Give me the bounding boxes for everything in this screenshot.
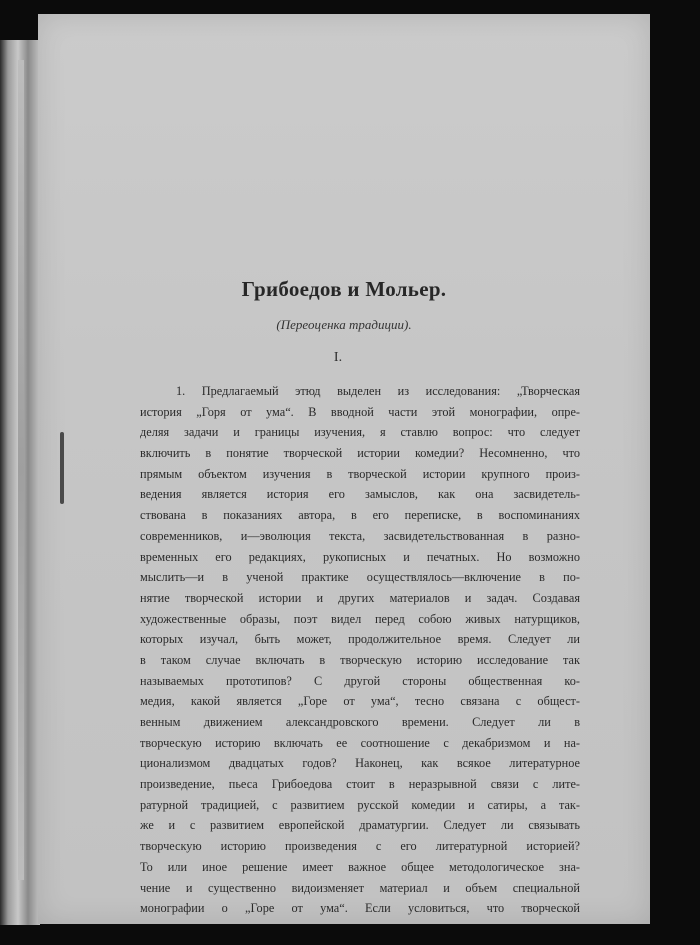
text-line: деляя задачи и границы изучения, я ставлю вопрос: что следует [140, 425, 580, 440]
text-line: ратурной традицией, с развитием русской комедии и сатиры, а так- [140, 797, 580, 812]
text-line: которых изучал, быть может, продолжительное время. Следует ли [140, 632, 580, 647]
text-line: венным движением александровского времени. Следует ли в [140, 715, 580, 729]
text-line: медия, какой является „Горе от ума“, тесно связана с общест- [140, 694, 580, 709]
text-line: ствована в показаниях автора, в его переписке, в воспоминаниях [140, 508, 580, 523]
text-line: произведение, пьеса Грибоедова стоит в неразрывной связи с лите- [140, 777, 580, 792]
text-line: художественные образы, поэт видел перед собою живых натурщиков, [140, 611, 580, 626]
text-line: современников, и—эволюция текста, засвидетельствованная в разно- [140, 528, 580, 543]
text-line: ционализмом двадцатых годов? Наконец, как всякое литературное [140, 756, 580, 771]
text-line: То или иное решение имеет важное общее методологическое зна- [140, 859, 580, 874]
spine-edge [18, 60, 24, 880]
text-line: монографии о „Горе от ума“. Если условиться, что творческой [140, 901, 580, 916]
text-line: история „Горя от ума“. В вводной части этой монографии, опре- [140, 404, 580, 419]
binding-mark [60, 432, 64, 504]
text-line: нятие творческой истории и других материалов и задач. Создавая [140, 590, 580, 605]
text-line: в таком случае включать в творческую историю исследование так [140, 652, 580, 667]
text-line: мыслить—и в ученой практике осуществлялось—включение в по- [140, 570, 580, 585]
text-line: временных его редакциях, рукописных и печатных. Но возможно [140, 549, 580, 564]
text-line: называемых прототипов? С другой стороны общественная ко- [140, 673, 580, 688]
text-line: чение и существенно видоизменяет материал и объем специальной [140, 880, 580, 895]
text-line: включить в понятие творческой истории комедии? Несомненно, что [140, 446, 580, 461]
text-line: 1. Предлагаемый этюд выделен из исследования: „Творческая [176, 384, 580, 398]
body-text [140, 381, 580, 919]
chapter-title: Грибоедов и Мольер. [241, 277, 447, 301]
text-line: же и с развитием европейской драматургии. Следует ли связывать [140, 818, 580, 833]
text-line: ведения является история его замыслов, как она засвидетель- [140, 487, 580, 502]
text-line: прямым объектом изучения в творческой истории крупного произ- [140, 466, 580, 481]
text-line: творческую историю произведения с его литературной историей? [140, 839, 580, 854]
text-line: творческую историю включать ее соотношение с декабризмом и на- [140, 735, 580, 750]
chapter-subtitle: (Переоценка традиции). [276, 317, 412, 332]
book-page [38, 14, 650, 924]
section-number: I. [333, 350, 343, 365]
